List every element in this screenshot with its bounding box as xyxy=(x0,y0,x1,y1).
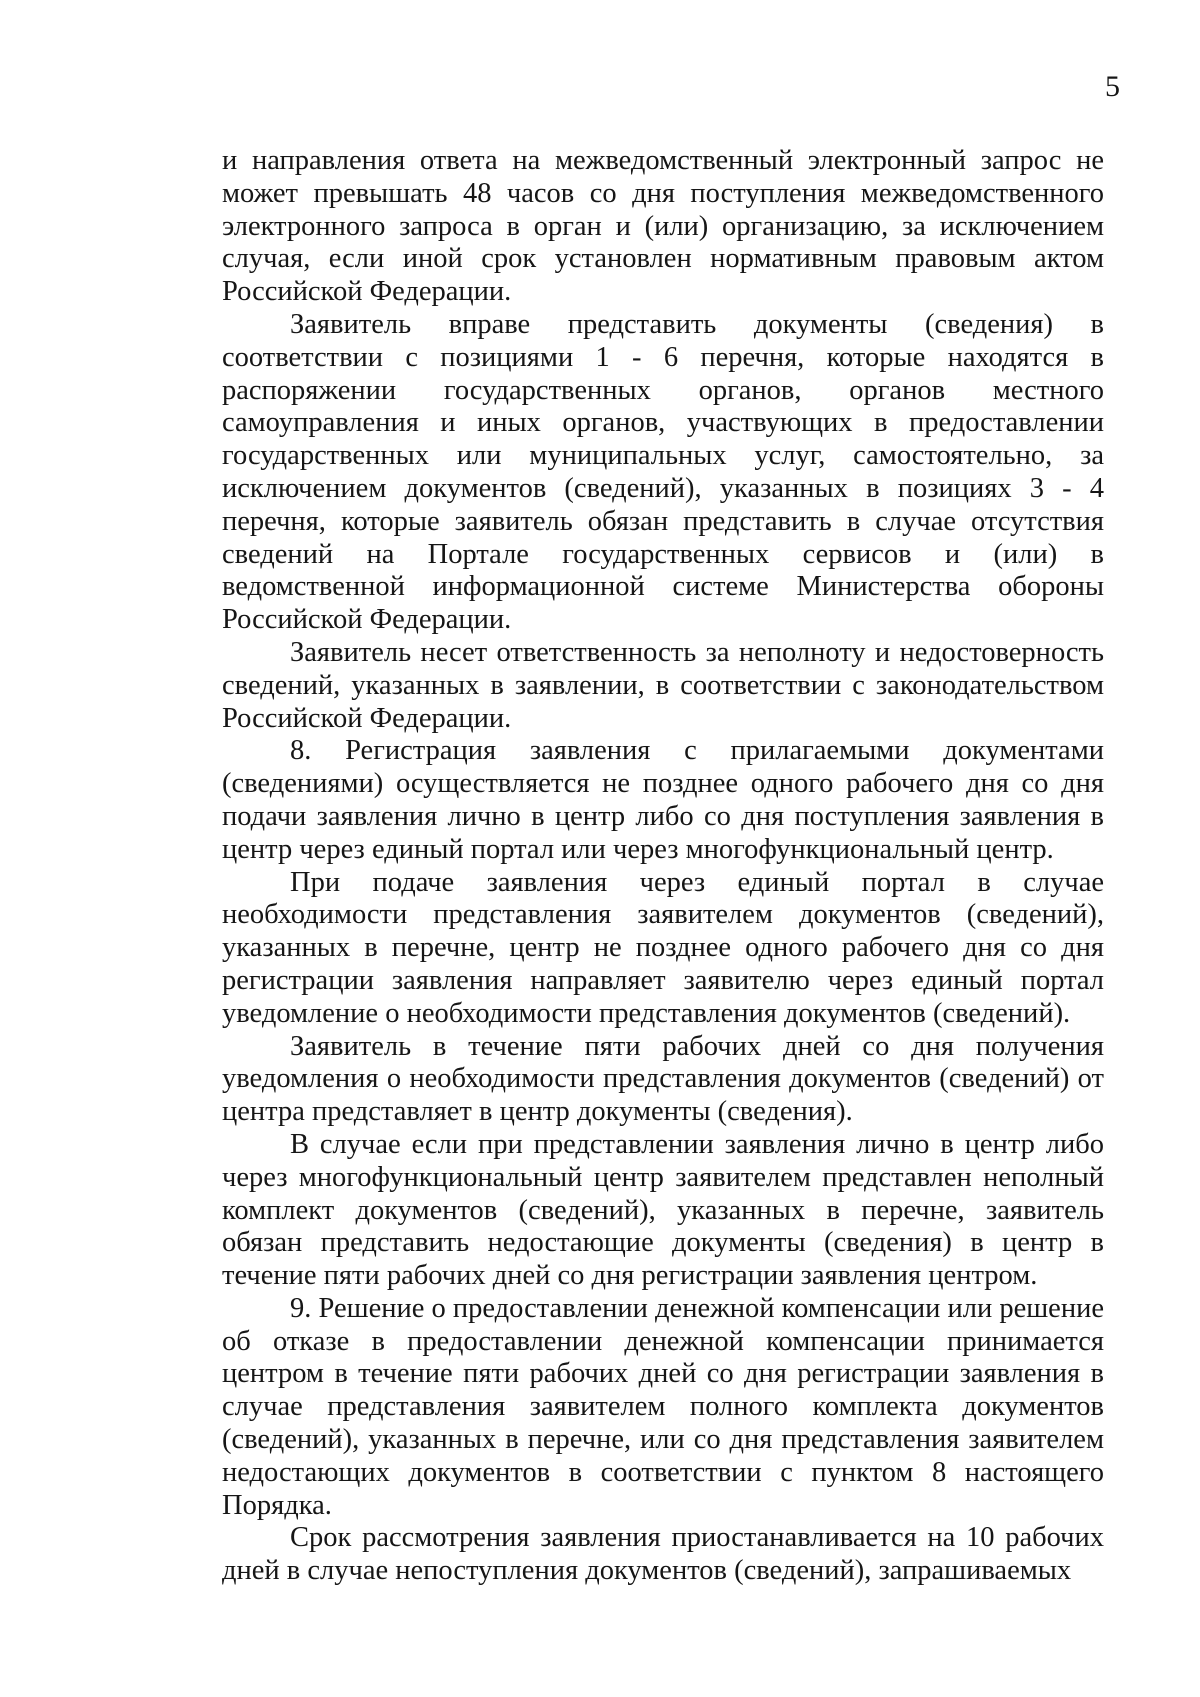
paragraph-review-suspension: Срок рассмотрения заявления приостанавливается на 10 рабочих дней в случае непоступления документов (сведений), запрашиваемых xyxy=(222,1522,1104,1587)
paragraph-item-8-registration: 8. Регистрация заявления с прилагаемыми документами (сведениями) осуществляется не позднее одного рабочего дня со дня подачи заявления лично в центр либо со дня поступления заявления в центр через единый портал или через многофункциональный центр. xyxy=(222,735,1104,865)
paragraph-continuation: и направления ответа на межведомственный электронный запрос не может превышать 48 часов со дня поступления межведомственного электронного запроса в орган и (или) организацию, за исключением случая, если иной срок установлен нормативным правовым актом Российской Федерации. xyxy=(222,145,1104,308)
paragraph-applicant-rights: Заявитель вправе представить документы (сведения) в соответствии с позициями 1 - 6 перечня, которые находятся в распоряжении государственных органов, органов местного самоуправления и иных органов, участвующих в предоставлении государственных или муниципальных услуг, самостоятельно, за исключением документов (сведений), указанных в позициях 3 - 4 перечня, которые заявитель обязан представить в случае отсутствия сведений на Портале государственных сервисов и (или) в ведомственной информационной системе Министерства обороны Российской Федерации. xyxy=(222,308,1104,636)
paragraph-five-day-submission: Заявитель в течение пяти рабочих дней со дня получения уведомления о необходимости представления документов (сведений) от центра представляет в центр документы (сведения). xyxy=(222,1030,1104,1128)
page-number: 5 xyxy=(1105,70,1120,103)
paragraph-item-9-decision: 9. Решение о предоставлении денежной компенсации или решение об отказе в предоставлении денежной компенсации принимается центром в течение пяти рабочих дней со дня регистрации заявления в случае представления заявителем полного комплекта документов (сведений), указанных в перечне, или со дня представления заявителем недостающих документов в соответствии с пунктом 8 настоящего Порядка. xyxy=(222,1292,1104,1521)
paragraph-applicant-responsibility: Заявитель несет ответственность за неполноту и недостоверность сведений, указанных в заявлении, в соответствии с законодательством Российской Федерации. xyxy=(222,636,1104,734)
paragraph-incomplete-set: В случае если при представлении заявления лично в центр либо через многофункциональный центр заявителем представлен неполный комплект документов (сведений), указанных в перечне, заявитель обязан представить недостающие документы (сведения) в центр в течение пяти рабочих дней со дня регистрации заявления центром. xyxy=(222,1128,1104,1292)
paragraph-portal-notification: При подаче заявления через единый портал в случае необходимости представления заявителем документов (сведений), указанных в перечне, центр не позднее одного рабочего дня со дня регистрации заявления направляет заявителю через единый портал уведомление о необходимости представления документов (сведений). xyxy=(222,866,1104,1029)
document-body xyxy=(222,145,1104,1588)
